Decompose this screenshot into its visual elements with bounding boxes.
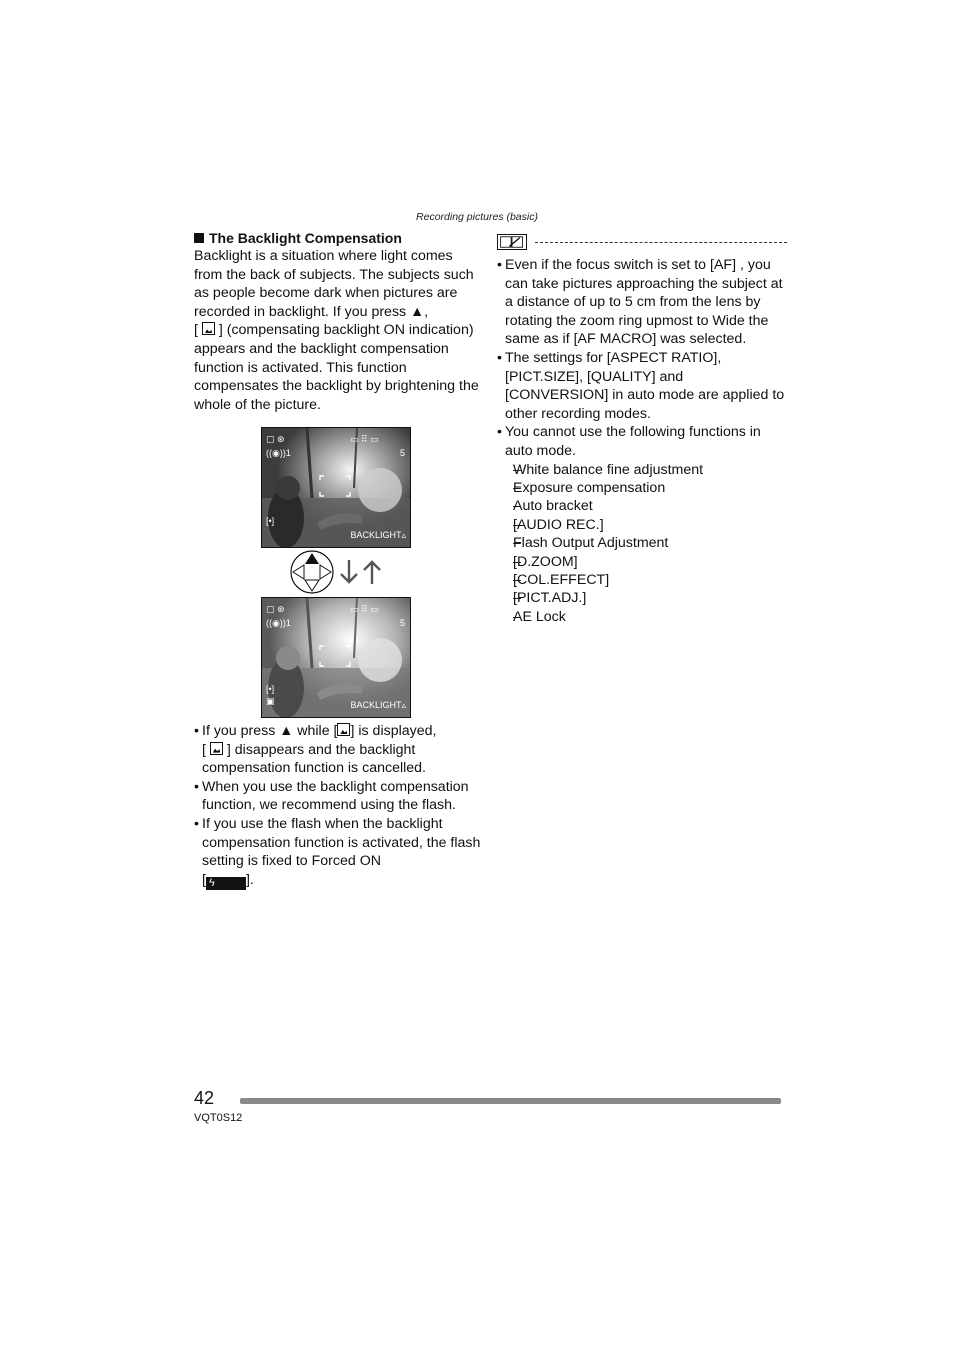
- bullet2-text: When you use the backlight compensation function, we recommend using the flash.: [202, 778, 469, 814]
- list-item: • The settings for [ASPECT RATIO], [PICT.SIZE], [QUALITY] and [CONVERSION] in auto mode are applied to other recording modes.: [497, 349, 787, 423]
- function-item: – [D.ZOOM]: [513, 553, 787, 571]
- mode-icon: ▢ ⊛: [266, 434, 285, 444]
- size-quality-battery-icons: ▭ ⠿ ▭: [350, 604, 379, 614]
- backlight-icon: [202, 322, 215, 335]
- section-title: [194, 229, 479, 247]
- bullet1-text-a: If you press ▲ while [: [202, 723, 338, 739]
- cursor-button-icon: [290, 550, 334, 594]
- left-bullet-list: [194, 722, 484, 890]
- left-column: [194, 229, 479, 414]
- page-number: 42: [194, 1088, 215, 1108]
- note-divider: [535, 242, 787, 243]
- intro-text-b: ] (compensating backlight ON indication) appears and the backlight compensation function is activated. This function compensates the backlight by brightening the whole of the picture.: [194, 322, 479, 413]
- function-item: – Flash Output Adjustment: [513, 534, 787, 552]
- bullet3-text-a: If you use the flash when the backlight compensation function is activated, the flash setting is fixed to Forced ON: [202, 815, 481, 870]
- backlight-icon: [337, 723, 350, 736]
- af-frame: [262, 598, 410, 717]
- list-item: [194, 778, 484, 815]
- intro-text-a: Backlight is a situation where light comes from the back of subjects. The subjects such as people become dark when pictures are recorded in backlight. If you press ▲,: [194, 248, 474, 320]
- model-code: VQT0S12: [194, 1112, 243, 1124]
- backlight-label-text: BACKLIGHT: [350, 700, 402, 710]
- function-item: – Auto bracket: [513, 497, 787, 515]
- backlight-label: BACKLIGHT▵: [350, 530, 406, 540]
- flash-forced-on-icon: ϟ: [206, 877, 246, 890]
- stabilizer-icon: ((◉))1: [266, 618, 291, 628]
- function-item: – AE Lock: [513, 608, 787, 626]
- backlight-on-icon: ▣: [266, 696, 275, 706]
- list-item: • Even if the focus switch is set to [AF] , you can take pictures approaching the subject at a distance of up to 5 cm from the lens by rotating the zoom ring upmost to Wide the same as if [AF MACRO] was selected.: [497, 256, 787, 349]
- size-quality-battery-icons: ▭ ⠿ ▭: [350, 434, 379, 444]
- af-frame: [262, 428, 410, 547]
- square-bullet-icon: [194, 233, 204, 243]
- bullet3-text: You cannot use the following functions in auto mode.: [505, 424, 761, 459]
- running-header: Recording pictures (basic): [416, 211, 538, 223]
- list-item: • If you press ▲ while [ ] is displayed, [ ] disappears and the backlight compensation function is cancelled.: [194, 722, 484, 778]
- function-item: – Exposure compensation: [513, 479, 787, 497]
- function-item: – [AUDIO REC.]: [513, 516, 787, 534]
- list-item: • If you use the flash when the backlight compensation function is activated, the flash setting is fixed to Forced ON [ ϟ ].: [194, 815, 484, 890]
- metering-icon: [•]: [266, 684, 275, 694]
- note-icon: [497, 234, 527, 250]
- backlight-label-text: BACKLIGHT: [350, 530, 402, 540]
- metering-icon: [•]: [266, 516, 275, 526]
- function-item: – White balance fine adjustment: [513, 461, 787, 479]
- note-header: [497, 232, 787, 252]
- camera-screen-before: [261, 427, 411, 548]
- bullet1-text-c: ] disappears and the backlight compensation function is cancelled.: [202, 741, 426, 777]
- remaining-shots: 5: [399, 618, 405, 628]
- stabilizer-icon: ((◉))1: [266, 448, 291, 458]
- bullet3-text-b: ].: [245, 871, 254, 888]
- intro-paragraph: Backlight is a situation where light comes from the back of subjects. The subjects such as people become dark when pictures are recorded in backlight. If you press ▲, [ ] (compensating backlight ON indication) appears and the backlight compensation function is activated. This function compensates the backlight by brightening the whole of the picture.: [194, 248, 479, 413]
- right-column: [497, 232, 787, 626]
- section-title-text: The Backlight Compensation: [209, 230, 402, 246]
- right-bullet-list: [497, 256, 787, 626]
- remaining-shots: 5: [399, 448, 405, 458]
- toggle-arrows-icon: [337, 556, 385, 588]
- function-item: – [PICT.ADJ.]: [513, 589, 787, 607]
- camera-screen-after: [261, 597, 411, 718]
- mode-icon: ▢ ⊛: [266, 604, 285, 614]
- disabled-functions-list: [505, 461, 787, 627]
- bullet1-text-b: ] is displayed,: [350, 723, 437, 739]
- backlight-label: BACKLIGHT▵: [350, 700, 406, 710]
- function-item: – [COL.EFFECT]: [513, 571, 787, 589]
- footer-bar: [240, 1098, 781, 1104]
- list-item: [497, 423, 787, 626]
- backlight-icon: [210, 742, 223, 755]
